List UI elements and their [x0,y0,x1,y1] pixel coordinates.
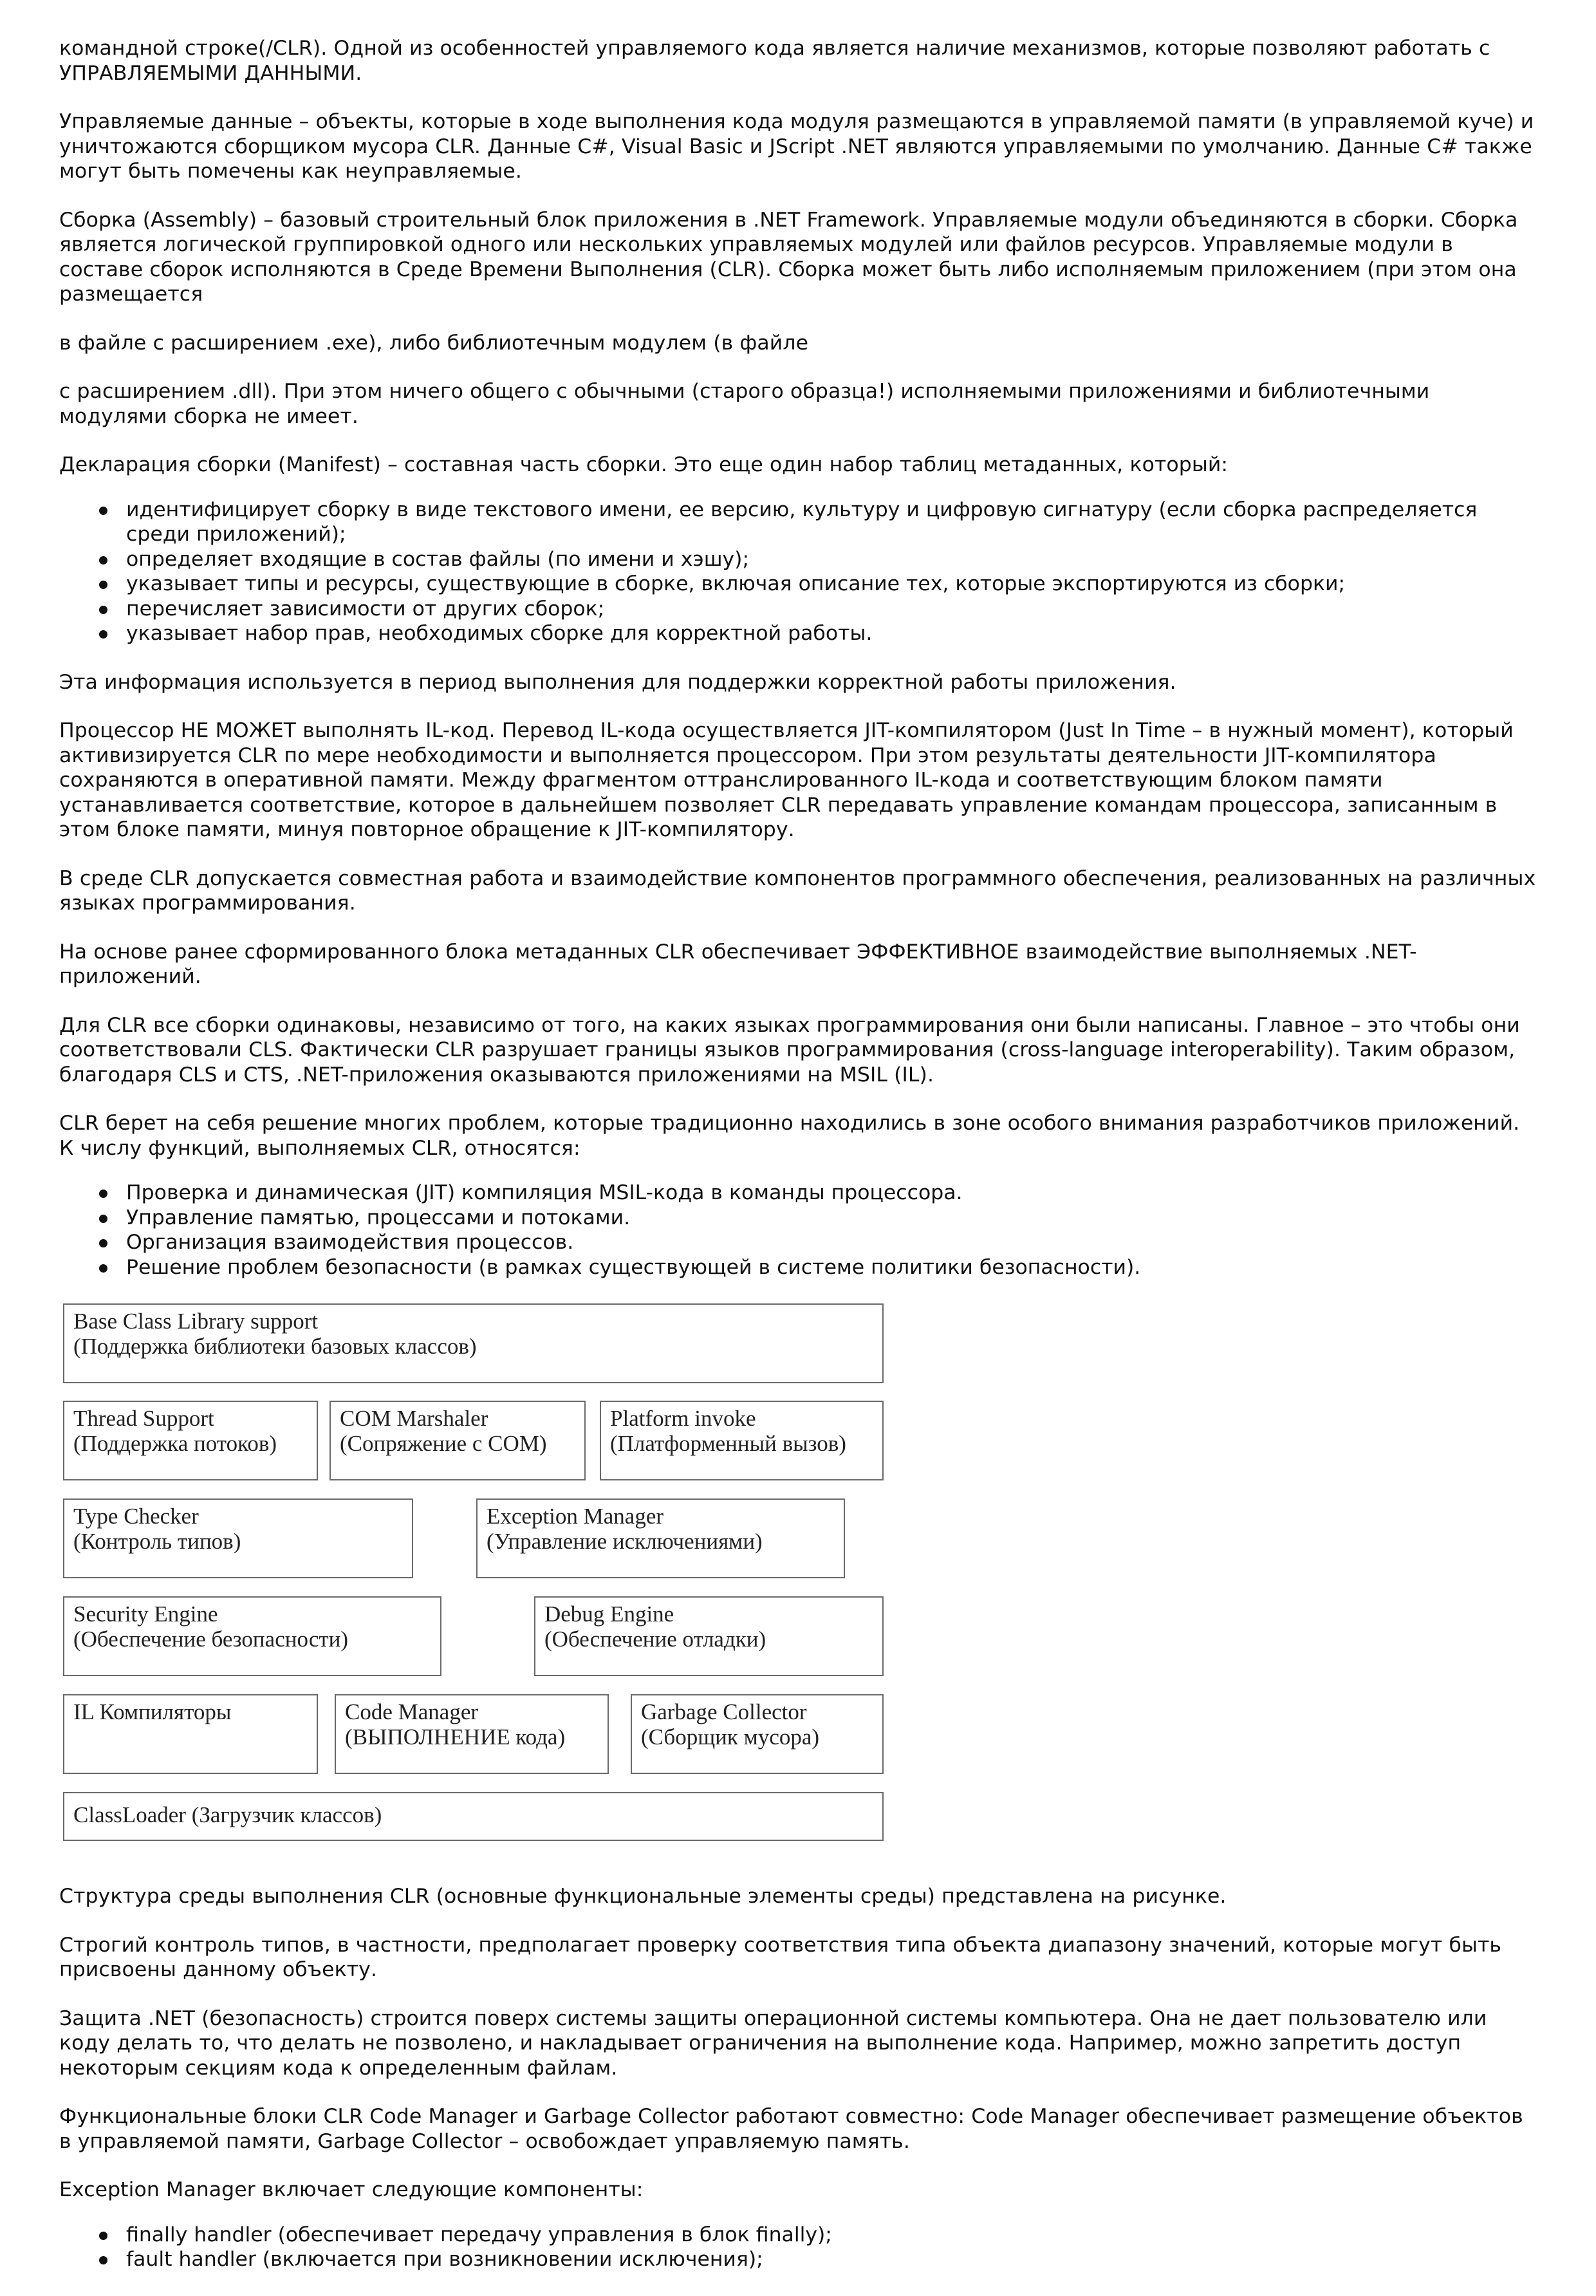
paragraph-managed-data: Управляемые данные – объекты, которые в ходе выполнения кода модуля размещаются в управляемой памяти (в управляемой куче) и уничтожаются сборщиком мусора CLR. Данные C#, Visual Basic и JScript .NET являются управляемыми по умолчанию. Данные C# также могут быть помечены как неуправляемые. [59,110,1534,183]
diagram-box-thread-support: Thread Support (Поддержка потоков) [63,1401,318,1480]
paragraph-metadata: На основе ранее сформированного блока метаданных CLR обеспечивает ЭФФЕКТИВНОЕ взаимодействие выполняемых .NET-приложений. [59,940,1417,988]
diagram-box-code-manager: Code Manager (ВЫПОЛНЕНИЕ кода) [335,1694,609,1774]
paragraph-interop: В среде CLR допускается совместная работа и взаимодействие компонентов программного обеспечения, реализованных на различных языках программирования. [59,866,1536,915]
list-item: определяет входящие в состав файлы (по имени и хэшу); [126,547,1539,572]
paragraph-managed-code: командной строке(/CLR). Одной из особенностей управляемого кода является наличие механизмов, которые позволяют работать с УПРАВЛЯЕМЫМИ ДАННЫМИ. [59,37,1490,85]
paragraph-exe: в файле с расширением .exe), либо библиотечным модулем (в файле [59,331,809,355]
diagram-box-il-compilers: IL Компиляторы [63,1694,318,1774]
list-item: Управление памятью, процессами и потоками. [126,1206,1539,1231]
list-item: finally handler (обеспечивает передачу управления в блок finally); [126,2223,1539,2248]
paragraph-security: Защита .NET (безопасность) строится поверх системы защиты операционной системы компьютера. Она не дает пользователю или коду делать то, что делать не позволено, и накладывает ограничения на выполнение кода. Например, можно запретить доступ некоторым секциям кода к определенным файлам. [59,2006,1487,2080]
diagram-box-type-checker: Type Checker (Контроль типов) [63,1498,413,1578]
paragraph-dll: с расширением .dll). При этом ничего общего с обычными (старого образца!) исполняемыми приложениями и библиотечными модулями сборка не имеет. [59,380,1430,428]
paragraph-exception-manager: Exception Manager включает следующие компоненты: [59,2178,644,2201]
list-item: указывает типы и ресурсы, существующие в сборке, включая описание тех, которые экспортируются из сборки; [126,572,1539,597]
diagram-box-security-engine: Security Engine (Обеспечение безопасности) [63,1596,441,1676]
paragraph-figure-caption: Структура среды выполнения CLR (основные функциональные элементы среды) представлена на рисунке. [59,1885,1227,1908]
list-item: идентифицирует сборку в виде текстового имени, ее версию, культуру и цифровую сигнатуру (если сборка распределяется среди приложений); [126,498,1539,547]
list-item: указывает набор прав, необходимых сборке для корректной работы. [126,621,1539,646]
list-item: fault handler (включается при возникновении исключения); [126,2247,1539,2272]
diagram-box-classloader: ClassLoader (Загрузчик классов) [63,1792,884,1841]
document-page [59,36,1539,2296]
paragraph-clr-functions: CLR берет на себя решение многих проблем, которые традиционно находились в зоне особого внимания разработчиков приложений. К числу функций, выполняемых CLR, относятся: [59,1112,1520,1160]
diagram-box-garbage-collector: Garbage Collector (Сборщик мусора) [631,1694,884,1774]
list-item: Организация взаимодействия процессов. [126,1230,1539,1255]
diagram-box-platform-invoke: Platform invoke (Платформенный вызов) [600,1401,884,1480]
exception-manager-list [59,2223,1539,2272]
list-item: перечисляет зависимости от других сборок; [126,597,1539,622]
paragraph-code-manager-gc: Функциональные блоки CLR Code Manager и Garbage Collector работают совместно: Code Manager обеспечивает размещение объектов в управляемой памяти, Garbage Collector – освобождает управляемую память. [59,2105,1523,2153]
clr-structure-diagram [59,1303,896,1870]
paragraph-manifest: Декларация сборки (Manifest) – составная часть сборки. Это еще один набор таблиц метаданных, который: [59,453,1229,476]
list-item: Проверка и динамическая (JIT) компиляция MSIL-кода в команды процессора. [126,1181,1539,1206]
diagram-box-debug-engine: Debug Engine (Обеспечение отладки) [534,1596,884,1676]
diagram-box-com-marshaler: COM Marshaler (Сопряжение с COM) [329,1401,586,1480]
paragraph-runtime-info: Эта информация используется в период выполнения для поддержки корректной работы приложения. [59,670,1176,694]
paragraph-cls: Для CLR все сборки одинаковы, независимо от того, на каких языках программирования они были написаны. Главное – это чтобы они соответствовали CLS. Фактически CLR разрушает границы языков программирования (cross-language interoperability). Таким образом, благодаря CLS и CTS, .NET-приложения оказываются приложениями на MSIL (IL). [59,1013,1520,1087]
list-item: Решение проблем безопасности (в рамках существующей в системе политики безопасности). [126,1255,1539,1280]
manifest-list [59,498,1539,646]
paragraph-type-control: Строгий контроль типов, в частности, предполагает проверку соответствия типа объекта диапазону значений, которые могут быть присвоены данному объекту. [59,1933,1502,1981]
clr-functions-list [59,1181,1539,1280]
paragraph-assembly: Сборка (Assembly) – базовый строительный блок приложения в .NET Framework. Управляемые модули объединяются в сборки. Сборка является логической группировкой одного или нескольких управляемых модулей или файлов ресурсов. Управляемые модули в составе сборок исполняются в Среде Времени Выполнения (CLR). Сборка может быть либо исполняемым приложением (при этом она размещается [59,208,1518,306]
paragraph-jit: Процессор НЕ МОЖЕТ выполнять IL-код. Перевод IL-кода осуществляется JIT-компилятором (Just In Time – в нужный момент), который активизируется CLR по мере необходимости и выполняется процессором. При этом результаты деятельности JIT-компилятора сохраняются в оперативной памяти. Между фрагментом оттранслированного IL-кода и соответствующим блоком памяти устанавливается соответствие, которое в дальнейшем позволяет CLR передавать управление командам процессора, записанным в этом блоке памяти, минуя повторное обращение к JIT-компилятору. [59,719,1514,841]
diagram-box-exception-manager: Exception Manager (Управление исключениями) [476,1498,845,1578]
diagram-box-bcl: Base Class Library support (Поддержка библиотеки базовых классов) [63,1303,884,1383]
